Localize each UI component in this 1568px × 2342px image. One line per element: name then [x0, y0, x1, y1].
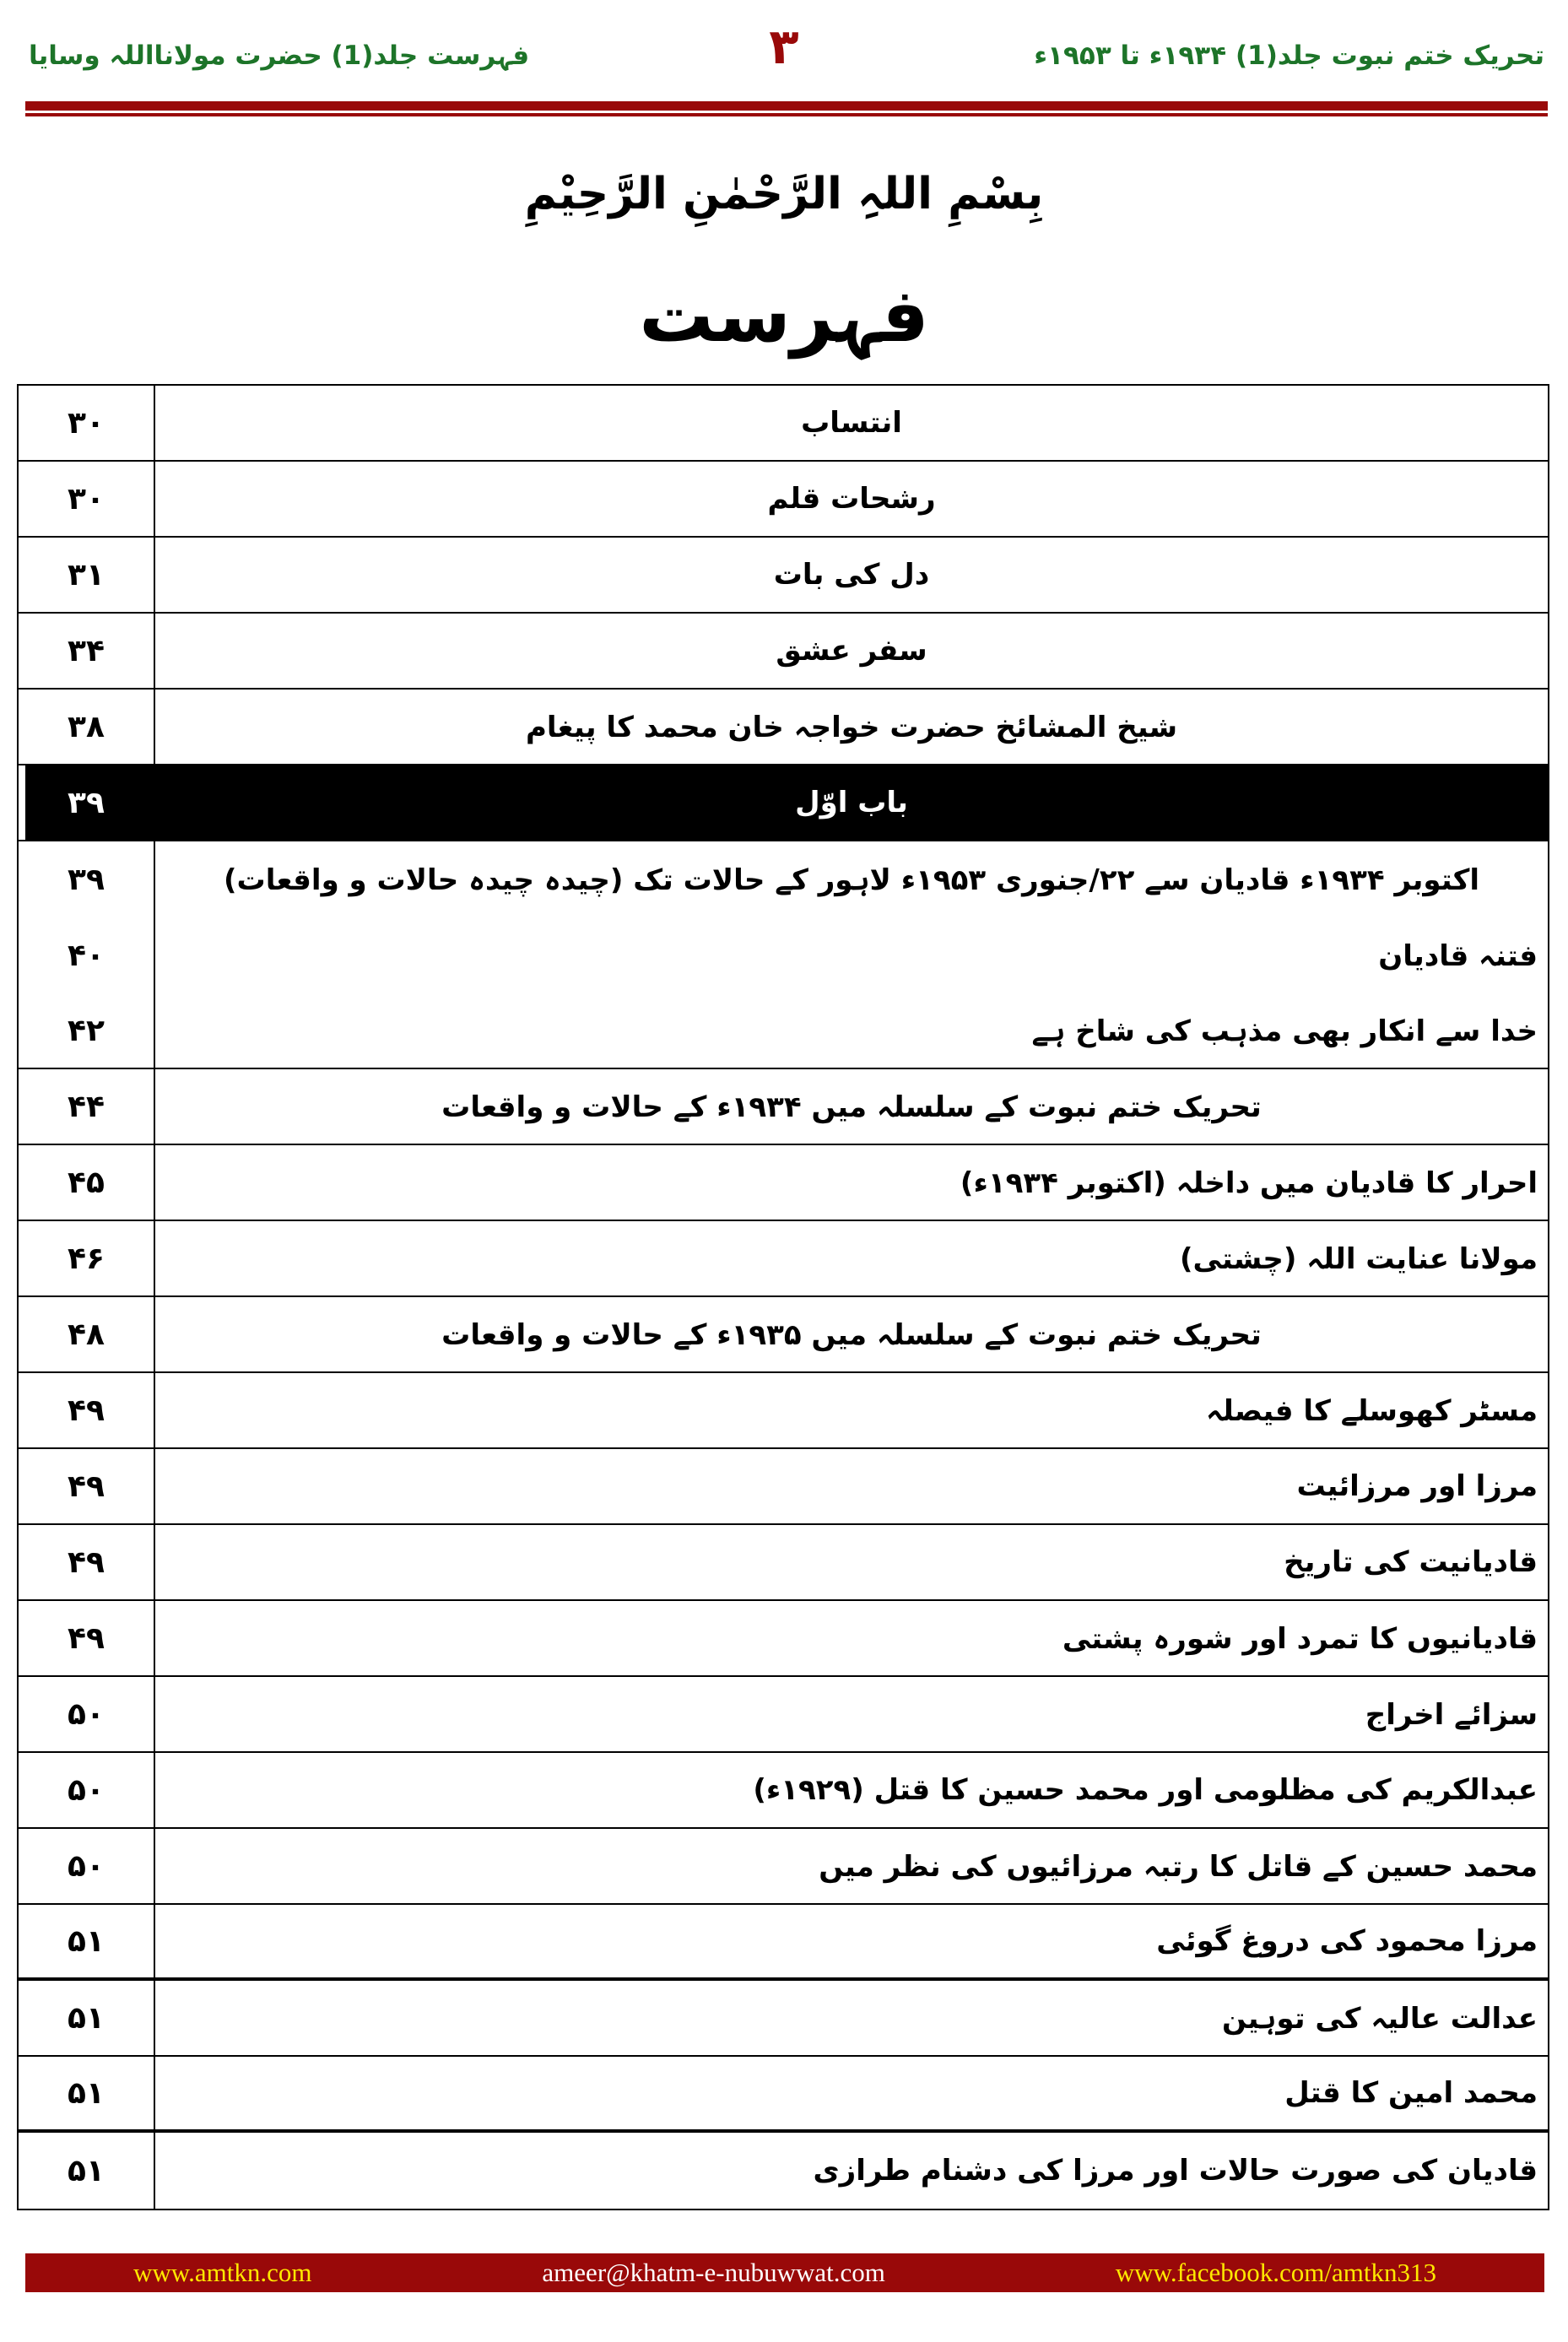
toc-page-number: ۴۹: [19, 1601, 155, 1675]
toc-entry-title: مسٹر کھوسلے کا فیصلہ: [1206, 1393, 1538, 1428]
toc-page-number: ۵۱: [19, 1981, 155, 2055]
toc-row: [19, 386, 1548, 462]
bismillah-calligraphy: بِسْمِ اللہِ الرَّحْمٰنِ الرَّحِیْمِ: [524, 169, 1044, 219]
toc-row: [19, 1145, 1548, 1221]
toc-page-number: ۳۹: [19, 765, 155, 840]
toc-page-number: ۴۹: [19, 1449, 155, 1523]
page-number: ۳: [769, 18, 799, 75]
header-right-title: تحریک ختم نبوت جلد(1) ۱۹۳۴ء تا ۱۹۵۳ء: [1034, 41, 1544, 71]
toc-entry-title: تحریک ختم نبوت کے سلسلہ میں ۱۹۳۴ء کے حالات و واقعات: [441, 1090, 1262, 1124]
toc-page-number: ۳۹: [19, 841, 155, 917]
toc-row: [19, 614, 1548, 690]
toc-row: [19, 765, 1548, 841]
toc-page-number: ۳۰: [19, 462, 155, 536]
toc-row: [19, 1905, 1548, 1981]
toc-table: [17, 384, 1549, 2210]
toc-entry-title: اکتوبر ۱۹۳۴ء قادیان سے ۲۲/جنوری ۱۹۵۳ء لاہور کے حالات تک (چیدہ چیدہ حالات و واقعات): [223, 863, 1480, 897]
toc-page-number: ۵۱: [19, 2133, 155, 2209]
toc-entry-title: رشحات قلم: [767, 482, 936, 516]
header-left-title: فہرست جلد(1) حضرت مولانااللہ وسایا: [29, 41, 530, 71]
toc-row: [19, 2133, 1548, 2209]
header-rule-thin: [25, 113, 1548, 116]
toc-page-number: ۴۲: [19, 993, 155, 1068]
toc-entry-title: عبدالکریم کی مظلومی اور محمد حسین کا قتل (۱۹۲۹ء): [753, 1773, 1538, 1807]
toc-entry-title: مرزا محمود کی دروغ گوئی: [1156, 1924, 1538, 1958]
toc-row: [19, 1297, 1548, 1373]
toc-row: [19, 1981, 1548, 2057]
toc-row: [19, 1829, 1548, 1905]
footer-bar: [25, 2253, 1544, 2292]
toc-page-number: ۳۰: [19, 386, 155, 460]
toc-entry-title: مرزا اور مرزائیت: [1296, 1469, 1538, 1503]
toc-row: [19, 1601, 1548, 1677]
toc-page-number: ۴۶: [19, 1221, 155, 1295]
toc-page-number: ۴۸: [19, 1297, 155, 1371]
toc-page-number: ۵۰: [19, 1753, 155, 1827]
toc-page-number: ۳۱: [19, 538, 155, 612]
toc-row: [19, 1525, 1548, 1601]
toc-entry-title: سزائے اخراج: [1365, 1697, 1538, 1732]
toc-entry-title: تحریک ختم نبوت کے سلسلہ میں ۱۹۳۵ء کے حالات و واقعات: [441, 1317, 1262, 1352]
toc-page-number: ۴۹: [19, 1525, 155, 1599]
toc-entry-title: عدالت عالیہ کی توہین: [1222, 2001, 1538, 2036]
footer-website-link[interactable]: www.amtkn.com: [133, 2258, 312, 2287]
toc-entry-title: خدا سے انکار بھی مذہب کی شاخ ہے: [1031, 1014, 1538, 1048]
toc-entry-title: مولانا عنایت اللہ (چشتی): [1179, 1241, 1538, 1276]
toc-row: [19, 462, 1548, 538]
toc-entry-title: قادیانیوں کا تمرد اور شورہ پشتی: [1062, 1621, 1538, 1656]
toc-page-number: ۴۵: [19, 1145, 155, 1220]
toc-entry-title: محمد امین کا قتل: [1284, 2076, 1538, 2110]
toc-entry-title: انتساب: [801, 406, 902, 440]
toc-row: [19, 841, 1548, 917]
footer-email-link[interactable]: ameer@khatm-e-nubuwwat.com: [542, 2258, 885, 2287]
toc-row: [19, 917, 1548, 993]
toc-page-number: ۳۴: [19, 614, 155, 688]
toc-row: [19, 538, 1548, 614]
toc-entry-title: فتنہ قادیان: [1378, 938, 1538, 973]
toc-entry-title: محمد حسین کے قاتل کا رتبہ مرزائیوں کی نظر میں: [819, 1849, 1538, 1884]
toc-row: [19, 1449, 1548, 1525]
toc-row: [19, 1677, 1548, 1753]
toc-row: [19, 690, 1548, 765]
toc-row: [19, 2057, 1548, 2133]
toc-row: [19, 1373, 1548, 1449]
toc-page-number: ۳۸: [19, 690, 155, 764]
toc-entry-title: قادیان کی صورت حالات اور مرزا کی دشنام طرازی: [813, 2154, 1538, 2188]
toc-page-number: ۵۱: [19, 1905, 155, 1977]
footer-facebook-link[interactable]: www.facebook.com/amtkn313: [1115, 2258, 1436, 2287]
toc-page-number: ۵۰: [19, 1677, 155, 1751]
toc-row: [19, 1069, 1548, 1145]
toc-entry-title: احرار کا قادیان میں داخلہ (اکتوبر ۱۹۳۴ء): [960, 1166, 1538, 1200]
toc-row: [19, 993, 1548, 1069]
toc-entry-title: قادیانیت کی تاریخ: [1284, 1545, 1538, 1579]
toc-entry-title: شیخ المشائخ حضرت خواجہ خان محمد کا پیغام: [525, 710, 1178, 744]
header-rule-thick: [25, 101, 1548, 111]
toc-entry-title: دل کی بات: [773, 558, 930, 592]
contents-title: فہرست: [639, 272, 929, 359]
toc-page-number: ۴۰: [19, 917, 155, 993]
toc-entry-title: سفر عشق: [776, 634, 927, 668]
toc-page-number: ۵۱: [19, 2057, 155, 2129]
toc-entry-title: باب اوّل: [795, 786, 908, 819]
toc-row: [19, 1753, 1548, 1829]
toc-row: [19, 1221, 1548, 1297]
toc-page-number: ۵۰: [19, 1829, 155, 1903]
toc-page-number: ۴۴: [19, 1069, 155, 1144]
toc-page-number: ۴۹: [19, 1373, 155, 1447]
